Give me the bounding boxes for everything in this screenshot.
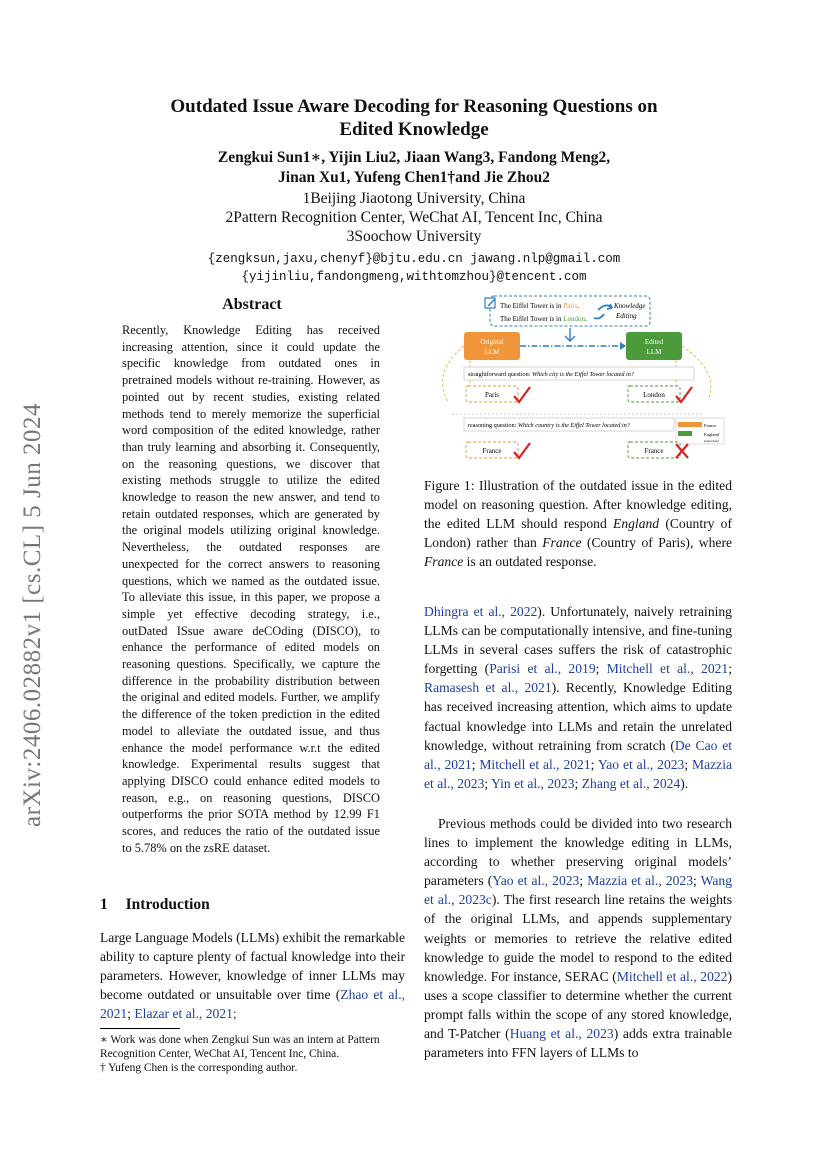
affiliation-1: 1Beijing Jiaotong University, China <box>302 190 526 207</box>
citation-link[interactable]: De Cao et al., 2021 <box>424 737 733 772</box>
citation-link[interactable]: Ramasesh et al., 2021 <box>424 680 552 696</box>
citation-link[interactable]: Zhao et al., 2021 <box>100 987 405 1022</box>
france-bar <box>678 422 702 427</box>
citation-link[interactable]: Yao et al., 2023 <box>597 756 685 772</box>
citation-link[interactable]: Parisi et al., 2019 <box>489 661 596 677</box>
update-arrowhead-icon <box>620 342 626 350</box>
svg-text:The Eiffel Tower is in Paris. <box>500 302 579 310</box>
answer-paris: Paris <box>485 391 499 399</box>
edited-llm-label-2: LLM <box>646 348 662 356</box>
body-text: ) uses a scope classifier to determine whether the current prompt falls within the scope of any stored knowledge, and T-Patcher ( <box>424 968 732 1042</box>
citation-link[interactable]: Yin et al., 2023 <box>491 775 575 791</box>
body-text: ). Recently, Knowledge Editing has received increasing attention, which aims to update factual knowledge into LLMs and retain the unrelated knowledge, without retraining from scratch ( <box>424 680 732 753</box>
caption-emphasis: England <box>613 516 660 532</box>
citation-separator: ; <box>574 775 582 791</box>
body-text: ) adds extra trainable parameters into FFN layers of LLMs to <box>424 1026 732 1061</box>
citation-separator: ; <box>471 756 480 772</box>
citation-link[interactable]: Wang et al., 2023c <box>424 873 732 908</box>
answer-london: London <box>643 391 665 399</box>
edit-pencil-icon <box>485 298 495 308</box>
question-2-label: reasoning question: <box>468 422 517 429</box>
caption-text: is an outdated response. <box>463 554 597 570</box>
caption-text: (Country of Paris), where <box>581 535 733 551</box>
body-text: Previous methods could be divided into two research lines to implement the knowledge editing in LLMs, according to whether preserving original models’ parameters ( <box>424 816 732 889</box>
footnote-rule <box>100 1028 180 1029</box>
citation-link[interactable]: Mazzia et al., 2023 <box>587 873 694 889</box>
section-number: 1 <box>100 896 108 913</box>
svg-text:straightforward question: Whic <box>468 371 635 378</box>
citation-link[interactable]: Zhang et al., 2024 <box>581 775 681 791</box>
caption-emphasis: France <box>424 554 464 570</box>
legend-france: France <box>704 423 717 428</box>
question-2-text: Which country is the Eiffel Tower located in? <box>517 422 630 429</box>
citation-separator: ; <box>127 1006 135 1022</box>
arxiv-sidebar-stamp <box>14 380 52 850</box>
figure-1 <box>424 292 732 467</box>
right-column-paragraph-1 <box>424 602 732 793</box>
author-emails-1: {zengksun,jaxu,chenyf}@bjtu.edu.cn jawang.nlp@gmail.com <box>207 252 621 266</box>
citation-separator: ; <box>595 661 607 677</box>
body-text: ). Unfortunately, naively retraining LLMs can be computationally intensive, and fine-tuning LLMs in several cases suffers the risk of catastrophic forgetting ( <box>424 604 732 677</box>
authors-line-2: Jinan Xu1, Yufeng Chen1†and Jie Zhou2 <box>278 169 550 186</box>
citation-separator: ; <box>693 873 701 889</box>
paper-title <box>110 95 718 141</box>
editing-label: Editing <box>616 312 637 320</box>
edit-line-1-city: Paris <box>563 302 578 310</box>
citation-link[interactable]: Mitchell et al., 2022 <box>616 968 728 984</box>
caption-emphasis: France <box>542 535 582 551</box>
figure-1-caption <box>424 476 732 571</box>
original-llm-label-2: LLM <box>484 348 500 356</box>
intro-paragraph-1 <box>100 928 405 1023</box>
citation-link[interactable]: Mazzia et al., 2023 <box>424 756 732 791</box>
affiliation-2: 2Pattern Recognition Center, WeChat AI, Tencent Inc, China <box>225 209 603 226</box>
citation-separator: ; <box>232 1006 237 1022</box>
england-bar <box>678 431 692 436</box>
question-1-text: Which city is the Eiffel Tower located in? <box>531 371 634 378</box>
figure-1-diagram <box>424 292 732 467</box>
author-emails-2: {yijinliu,fandongmeng,withtomzhou}@tencent.com <box>241 270 587 284</box>
answer-france-original: France <box>482 447 502 455</box>
arxiv-id-text: arXiv:2406.02882v1 [cs.CL] 5 Jun 2024 <box>19 402 46 828</box>
right-column-paragraph-2 <box>424 814 732 1062</box>
original-llm-label-1: Original <box>480 338 504 346</box>
body-text: ). <box>680 775 689 791</box>
citation-separator: ; <box>484 775 492 791</box>
section-title: Introduction <box>125 896 210 913</box>
citation-link[interactable]: Mitchell et al., 2021 <box>479 756 591 772</box>
citation-separator: ; <box>728 661 733 677</box>
citation-link[interactable]: Yao et al., 2023 <box>492 873 580 889</box>
svg-text:The Eiffel Tower is in London. <box>500 315 587 323</box>
edit-line-1-prefix: The Eiffel Tower is in <box>500 302 564 310</box>
title-line-1: Outdated Issue Aware Decoding for Reasoning Questions on <box>170 96 658 117</box>
abstract-heading: Abstract <box>222 296 282 313</box>
citation-separator: ; <box>590 756 598 772</box>
title-line-2: Edited Knowledge <box>339 119 489 140</box>
edit-line-2-end: . <box>585 315 587 323</box>
caption-text: Figure 1: Illustration of the outdated issue in the edited model on reasoning question. After knowledge editing, the edited LLM should respond <box>424 478 732 532</box>
footnote-2: † Yufeng Chen is the corresponding author. <box>100 1062 298 1074</box>
edit-line-2-prefix: The Eiffel Tower is in <box>500 315 564 323</box>
section-heading-introduction <box>100 896 210 914</box>
edit-line-1-end: . <box>577 302 579 310</box>
intro-text: Large Language Models (LLMs) exhibit the remarkable ability to capture plenty of factual knowledge into their parameters. However, knowledge of inner LLMs may become outdated or unsuitable over time ( <box>100 930 405 1003</box>
citation-separator: ; <box>579 873 588 889</box>
affiliation-3: 3Soochow University <box>346 228 482 245</box>
legend-expected: (expected) <box>704 439 719 443</box>
caption-text: (Country of London) rather than <box>424 516 732 551</box>
answer-france-edited: France <box>644 447 664 455</box>
edited-llm-label-1: Edited <box>644 338 664 346</box>
question-1-label: straightforward question: <box>468 371 531 378</box>
authors-line-1: Zengkui Sun1∗, Yijin Liu2, Jiaan Wang3, Fandong Meng2, <box>217 149 611 166</box>
citation-separator: ; <box>684 756 692 772</box>
citation-link[interactable]: Mitchell et al., 2021 <box>606 661 729 677</box>
edit-line-2-city: London <box>563 315 585 323</box>
body-text: ). The first research line retains the weights of the original LLMs, and appends supplementary weights or memories to retrieve the relative edited knowledge to guide the model to respond to the edited knowledge. For instance, SERAC ( <box>424 892 732 984</box>
svg-text:reasoning question: Which coun <box>468 422 631 429</box>
citation-link[interactable]: Huang et al., 2023 <box>509 1026 614 1042</box>
knowledge-label: Knowledge <box>614 302 646 310</box>
citation-link[interactable]: Elazar et al., 2021 <box>134 1006 233 1022</box>
abstract-body: Recently, Knowledge Editing has received increasing attention, since it could update the specific knowledge from outdated ones in pretrained models without re-training. However, as pointed out by recent studies, existing related methods tend to merely memorize the superficial word composition of the edited knowledge, rather than truly learning and absorbing it. Consequently, on the reasoning questions, we discover that existing methods struggle to utilize the edited knowledge to reason the new answer, and tend to retain outdated responses, which are generated by the original models utilizing original knowledge. Nevertheless, the outdated responses are unexpected for the correct answers to reasoning questions, which we named as the outdated issue. To alleviate this issue, in this paper, we propose a simple yet effective decoding strategy, i.e., outDated ISsue aware deCOding (DISCO), to enhance the performance of edited models on reasoning questions. Specifically, we capture the difference in the probability distribution between the original and edited models. Further, we amplify the difference of the token prediction in the edited model to alleviate the outdated issue, and thus enhance the model performance w.r.t the edited knowledge. Experimental results suggest that applying DISCO could enhance edited models to reason, e.g., on reasoning questions, DISCO outperforms the prior SOTA method by 12.99 F1 scores, and reduces the ratio of the outdated issue to 5.78% on the zsRE dataset. <box>122 323 380 855</box>
legend-england: England <box>704 432 719 437</box>
author-list <box>110 148 718 188</box>
down-arrow-icon <box>565 328 575 341</box>
footnote-1: ∗ Work was done when Zengkui Sun was an intern at Pattern Recognition Center, WeChat AI, Tencent Inc, China. <box>100 1034 380 1060</box>
citation-link[interactable]: Dhingra et al., 2022 <box>424 604 538 619</box>
